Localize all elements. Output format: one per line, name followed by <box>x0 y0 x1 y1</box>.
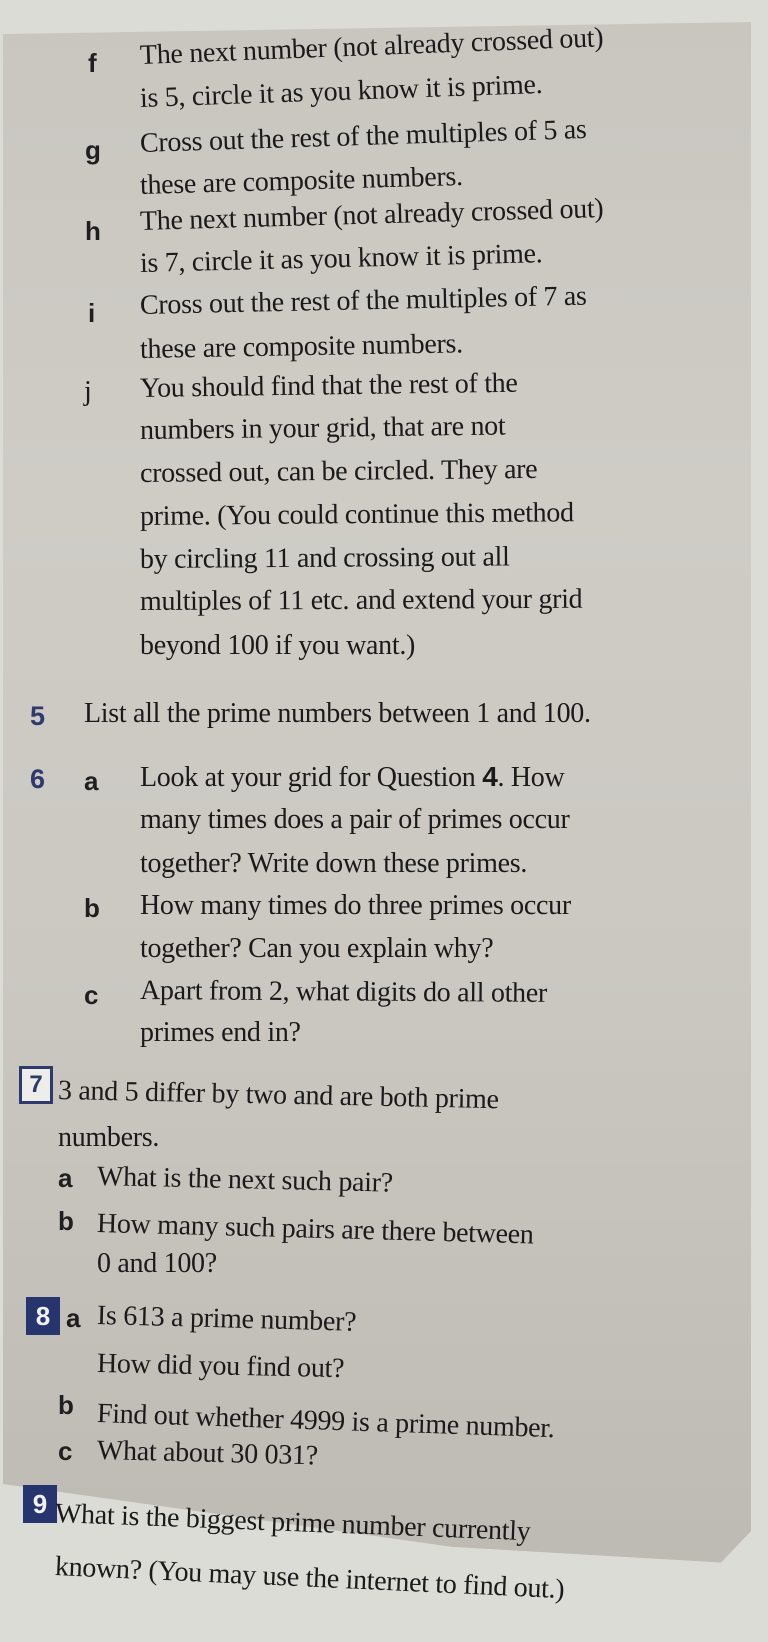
item-j-line-1: You should find that the rest of the <box>139 367 518 404</box>
q6a-line-3: together? Write down these primes. <box>140 848 528 879</box>
q8-label-b: b <box>58 1390 74 1420</box>
question-number-6: 6 <box>30 764 46 794</box>
question-number-9-badge: 9 <box>23 1485 57 1523</box>
item-j-line-7: beyond 100 if you want.) <box>140 630 416 661</box>
q9-line-1: What is the biggest prime number currently <box>54 1498 531 1548</box>
item-label-h: h <box>85 216 101 246</box>
q7a-line-1: What is the next such pair? <box>96 1161 394 1199</box>
q8-label-a: a <box>66 1303 81 1333</box>
item-label-f: f <box>88 48 97 78</box>
q6a-line-1-pre: Look at your grid for Question <box>140 762 483 793</box>
q6-label-c: c <box>84 980 99 1010</box>
q7b-line-1: How many such pairs are there between <box>96 1208 535 1251</box>
q8a-line-2: How did you find out? <box>96 1348 345 1385</box>
q6-label-b: b <box>84 893 100 923</box>
item-j-line-3: crossed out, can be circled. They are <box>139 453 538 489</box>
item-g-line-1: Cross out the rest of the multiples of 5 as <box>139 113 587 159</box>
question-5-text: List all the prime numbers between 1 and 100. <box>84 698 591 729</box>
q9-line-2: known? (You may use the internet to find out.) <box>54 1551 566 1606</box>
item-i-line-2: these are composite numbers. <box>139 328 464 365</box>
q6c-line-1: Apart from 2, what digits do all other <box>139 975 548 1009</box>
q7-line-1: 3 and 5 differ by two and are both prime <box>57 1075 500 1116</box>
q6a-line-1-post: . How <box>497 762 565 793</box>
q7-line-2: numbers. <box>58 1122 160 1153</box>
item-h-line-1: The next number (not already crossed out) <box>139 193 604 237</box>
question-number-8-badge: 8 <box>26 1297 60 1335</box>
item-label-i: i <box>88 298 96 328</box>
item-label-g: g <box>85 135 101 165</box>
item-f-line-2: is 5, circle it as you know it is prime. <box>139 68 543 114</box>
item-j-line-6: multiples of 11 etc. and extend your grid <box>139 583 583 617</box>
q6b-line-1: How many times do three primes occur <box>140 890 571 921</box>
q7b-line-2: 0 and 100? <box>97 1248 217 1279</box>
q7-label-b: b <box>58 1206 74 1236</box>
q6-label-a: a <box>84 766 99 796</box>
item-j-line-4: prime. (You could continue this method <box>139 497 574 532</box>
item-f-line-1: The next number (not already crossed out) <box>139 22 604 71</box>
q6c-line-2: primes end in? <box>140 1017 301 1048</box>
item-j-line-2: numbers in your grid, that are not <box>139 410 506 446</box>
question-number-7-badge: 7 <box>19 1066 53 1104</box>
item-label-j: j <box>84 376 92 407</box>
q8b-line-1: Find out whether 4999 is a prime number. <box>96 1398 555 1445</box>
q8-label-c: c <box>58 1436 73 1466</box>
q8c-line-1: What about 30 031? <box>96 1435 319 1472</box>
item-i-line-1: Cross out the rest of the multiples of 7 as <box>139 280 587 321</box>
item-j-line-5: by circling 11 and crossing out all <box>139 541 510 575</box>
q6a-line-2: many times does a pair of primes occur <box>140 804 570 835</box>
q8a-line-1: Is 613 a prime number? <box>96 1300 357 1338</box>
item-g-line-2: these are composite numbers. <box>139 160 464 201</box>
item-h-line-2: is 7, circle it as you know it is prime. <box>139 238 543 279</box>
q6a-line-1 <box>140 763 564 792</box>
q6b-line-2: together? Can you explain why? <box>140 933 494 964</box>
question-number-5: 5 <box>30 701 46 731</box>
question-4-reference: 4 <box>482 761 498 792</box>
q7-label-a: a <box>58 1163 73 1193</box>
